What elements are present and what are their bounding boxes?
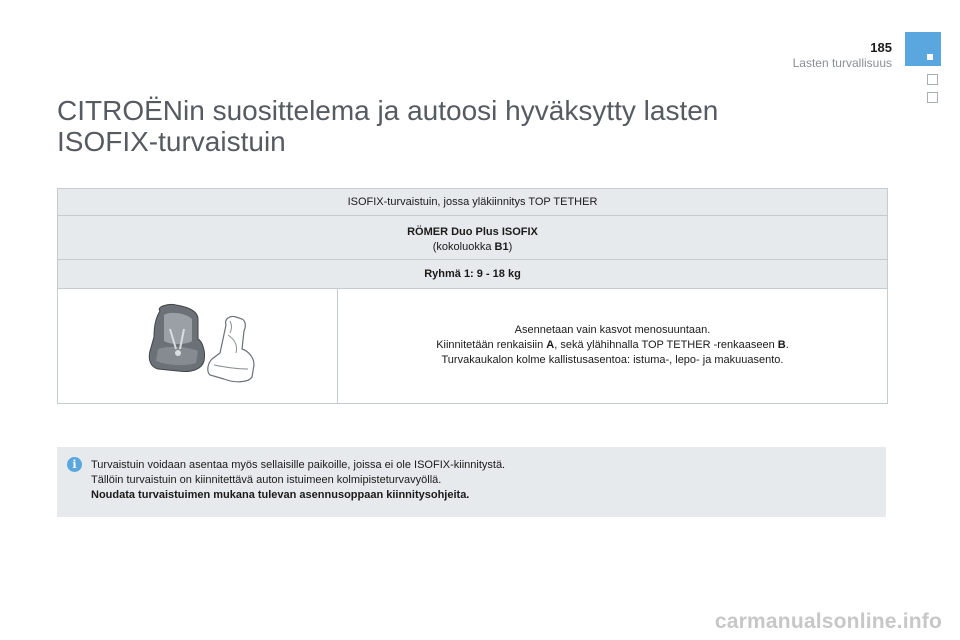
note-line2: Tällöin turvaistuin on kiinnitettävä auton istuimeen kolmipisteturvavyöllä. xyxy=(91,474,442,486)
seat-class-prefix: (kokoluokka xyxy=(432,241,495,253)
anchor-a: A xyxy=(546,339,555,351)
description-line2-e: . xyxy=(785,339,789,351)
page-title-line2: ISOFIX-turvaistuin xyxy=(57,126,286,157)
note-line1: Turvaistuin voidaan asentaa myös sellaisille paikoille, joissa ei ole ISOFIX-kiinnitystä. xyxy=(91,459,506,471)
table-row-details xyxy=(58,289,887,403)
description-line2-c: , sekä ylähihnalla TOP TETHER -renkaaseen xyxy=(554,339,778,351)
note-line3: Noudata turvaistuimen mukana tulevan asennusoppaan kiinnitysohjeita. xyxy=(91,489,470,501)
child-seat-table xyxy=(57,188,888,404)
table-row-seat-type: ISOFIX-turvaistuin, jossa yläkiinnitys TOP TETHER xyxy=(58,189,887,216)
seat-model-name: RÖMER Duo Plus ISOFIX xyxy=(407,226,538,238)
page-title-line1: CITROËNin suosittelema ja autoosi hyväksytty lasten xyxy=(57,95,719,126)
info-icon: i xyxy=(67,457,82,472)
chapter-tab-box xyxy=(927,92,938,103)
chapter-tab-marker xyxy=(927,54,933,60)
anchor-b: B xyxy=(777,339,786,351)
table-row-weight-group: Ryhmä 1: 9 - 18 kg xyxy=(58,260,887,289)
seat-class-suffix: ) xyxy=(508,241,513,253)
table-row-seat-model xyxy=(58,216,887,260)
description-line2-a: Kiinnitetään renkaisiin xyxy=(436,339,547,351)
section-label: Lasten turvallisuus xyxy=(792,56,892,70)
chapter-tab xyxy=(905,32,941,66)
seat-installation-description xyxy=(338,289,887,403)
child-seat-image xyxy=(58,289,338,403)
description-line3: Turvakaukalon kolme kallistusasentoa: istuma-, lepo- ja makuuasento. xyxy=(441,354,784,366)
watermark: carmanualsonline.info xyxy=(714,610,942,633)
description-line1: Asennetaan vain kasvot menosuuntaan. xyxy=(514,324,711,336)
info-note xyxy=(57,447,886,517)
seat-class-value: B1 xyxy=(494,241,509,253)
child-seat-illustration xyxy=(58,289,337,403)
page-title xyxy=(57,95,718,157)
page-number: 185 xyxy=(870,40,892,55)
chapter-tab-box xyxy=(927,74,938,85)
